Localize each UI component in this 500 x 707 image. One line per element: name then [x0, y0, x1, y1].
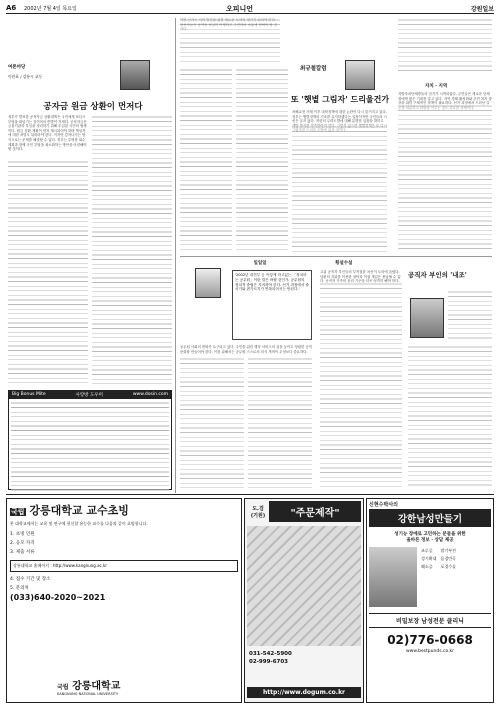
- clinic-ad-slogan: 비밀보장 남성전문 클리닉: [369, 613, 491, 628]
- classified-url: www.dosin.com: [132, 392, 168, 397]
- classified-ad-box: [8, 390, 172, 490]
- column-kicker: 최규철칼럼: [300, 66, 327, 72]
- university-logo-prefix: 국립: [57, 684, 69, 691]
- clinic-ad-sub1: 성기능 장애로 고민하는 분들을 위한: [394, 532, 466, 537]
- university-ad-prefix: 국립: [11, 508, 25, 516]
- opinion-title: 공자금 원금 상환이 먼저다: [43, 102, 143, 112]
- clinic-ad-item: 왜소증: [421, 564, 433, 569]
- university-logo-en: KANGNUNG NATIONAL UNIVERSITY: [57, 692, 119, 696]
- university-ad-item: 3. 제출 서류: [10, 550, 35, 555]
- lower-right-lines-b: [448, 290, 492, 340]
- sword-ad-tel2: 02-999-6703: [249, 659, 289, 665]
- university-ad-item: 4. 접수 기간 및 장소: [10, 577, 51, 582]
- divider: [175, 18, 176, 493]
- opinion-text-lines: [8, 160, 88, 387]
- sword-photo: [247, 526, 361, 646]
- sidebar-kicker: 자치 · 지역: [425, 84, 448, 89]
- university-ad-item: 5. 문의처: [10, 586, 29, 591]
- newspaper-name: 강원일보: [470, 6, 494, 13]
- classified-listing: [11, 401, 169, 493]
- lower-right-title: 공직자 부인의 '내조': [408, 271, 467, 279]
- university-ad-phone: (033)640-2020~2021: [10, 593, 106, 602]
- clinic-ad-item: 조루증: [421, 548, 433, 553]
- university-logo-name: 강릉대학교: [72, 681, 121, 692]
- university-ad: [6, 498, 242, 703]
- clinic-ad-sub2: 올바른 정보 · 상담 제공: [406, 538, 454, 543]
- page-header: [6, 4, 494, 14]
- author-photo: [120, 60, 150, 90]
- quote-box: '2002년 대전부 등 이렇게 하고있는 「정치하는 공무원」이란 말은 바뀔 것인가. 공무원의 정치적 중립은 지켜져야 한다. 선거 과정에서 줄서기와 편가르기가 반복되어서는 안된다.': [232, 270, 312, 340]
- top-strip-lines: [180, 18, 280, 63]
- classified-title: Big Bonus Mite: [12, 392, 46, 397]
- lower-right-kicker: 횡설수설: [335, 261, 353, 266]
- sword-ad: [244, 498, 364, 703]
- lower-mid-lines-a: [180, 357, 244, 489]
- sword-ad-tel1: 031-542-5900: [249, 651, 292, 657]
- clinic-ad-item: 성기확대: [421, 556, 437, 561]
- lower-mid-body: 공무원 사회의 변화가 요구되고 있다. 주민을 위한 행정 서비스의 질을 높이고 청렴한 공직 문화를 만들어야 한다. 이를 위해서는 공무원 스스로의 의식 개혁이 무엇보다 중요하다.: [180, 345, 312, 354]
- opinion-text-lines-2: [92, 115, 172, 387]
- sword-ad-tag2: (기원): [250, 512, 266, 519]
- clinic-ad-top: 신현수박사의: [369, 502, 398, 508]
- columnist-photo: [410, 298, 444, 338]
- university-ad-title: 강릉대학교 교수초빙: [29, 504, 129, 517]
- clinic-ad-url[interactable]: www.bestpunds.co.kr: [405, 649, 455, 654]
- lower-photo: [195, 268, 221, 298]
- section-title: 오피니언: [226, 5, 254, 13]
- lower-mid-kicker: 일일일: [253, 261, 267, 266]
- lower-mid-lines-b: [248, 357, 312, 489]
- university-ad-heading: [10, 502, 238, 518]
- clinic-ad-item: 포경수술: [440, 564, 456, 569]
- university-ad-lead: 본 대학교에서는 교육 및 연구에 헌신할 유능한 교수를 다음과 같이 초빙합니다.: [10, 521, 148, 526]
- ad-divider: [6, 494, 494, 495]
- lower-right-lines-c: [408, 345, 492, 487]
- university-logo: [57, 677, 120, 696]
- lower-right-lines-a: [320, 282, 402, 487]
- mid-text-lines-b: [236, 68, 288, 252]
- university-ad-item: 2. 응모 자격: [10, 541, 35, 546]
- university-ad-item: 1. 초빙 인원: [10, 532, 35, 537]
- opinion-kicker: 여론마당: [8, 65, 26, 70]
- clinic-ad-item: 발기부전: [440, 548, 456, 553]
- clinic-ad-item: 음경만곡: [440, 556, 456, 561]
- sword-ad-tag: 도.검: [252, 505, 264, 512]
- opinion-author: 이관표 / 강릉시 교동: [8, 74, 43, 79]
- clinic-ad-title: 강한남성만들기: [369, 509, 491, 527]
- clinic-ad: [366, 498, 494, 703]
- column-body: 서해교전 사태 이후 대북정책에 대한 논란이 다시 불거지고 있다. 정부는 햇볕정책의 기조를 유지하겠다는 입장이지만 국민들의 시선은 곱지 않다. 북한의 무력도발에 대해 분명한 입장을 밝히고 재발 방지를 약속받아야 한다. 그렇지 않으면 햇볕정책은 또 다시 그림자를 드리울 수밖에 없을 것이다.: [292, 110, 387, 133]
- sidebar-text-lines: [398, 104, 492, 252]
- divider: [180, 256, 492, 257]
- top-strip-text: 이번 선거는 지역 발전을 위한 새로운 도약의 계기가 되어야 한다. 당선자들은 공약을 성실히 이행하고 주민과의 소통에 힘써야 할 것이다.: [180, 18, 278, 32]
- mid-text-lines-a: [180, 68, 232, 252]
- sidebar-body: 지방자치단체장들의 임기가 시작되었다. 주민들은 새로운 단체장에게 많은 기대를 걸고 있다. 지역 경제 활성화와 주민 복지 향상을 위한 구체적인 정책이 필요하다. 선거 과정에서 드러난 갈등을 치유하고 화합을 이루는 것도 중요한 과제이다.: [398, 92, 492, 110]
- page-number: A6: [6, 4, 17, 12]
- clinic-ad-phone: 02)776-0668: [387, 633, 473, 647]
- columnist-portrait: [345, 60, 375, 90]
- classified-subtitle: 사랑방 도우미: [75, 393, 103, 398]
- column-text-lines: [292, 125, 387, 252]
- column-title: 또 '햇볕 그림자' 드리울건가: [290, 94, 390, 104]
- sword-ad-url[interactable]: http://www.dogum.co.kr: [247, 687, 361, 698]
- sword-ad-title: "주문제작": [269, 501, 361, 522]
- doctor-photo: [369, 547, 417, 607]
- right-top-lines: [398, 18, 492, 73]
- lower-right-body: 고위 공직자 부인들의 부적절한 처신이 도마에 올랐다. 남편의 지위를 이용한 청탁과 이권 개입은 용납될 수 없다. 공직자 가족의 윤리 기준을 더욱 엄격히 해야 한다.: [320, 270, 401, 284]
- university-ad-highlight: 강릉대학교 홈페이지 : http://www.kangnung.ac.kr: [10, 560, 238, 572]
- issue-date: 2002년 7월 4일 목요일: [24, 6, 77, 12]
- opinion-body: 정부가 발표한 공적자금 상환대책은 국민에게 또다시 부담을 떠넘기는 것이어서 반발이 거세다. 공적자금은 금융기관의 부실을 정리하기 위해 투입된 국민의 혈세이다. 원금 상환 계획이 먼저 제시되어야 하며 책임자에 대한 처벌도 뒤따라야 한다. 이자만 갚아나가는 방식으로는 문제를 해결할 수 없다. 정부는 투명한 회수 계획과 함께 국민 부담을 최소화하는 방안을 마련해야 할 것이다.: [8, 115, 87, 152]
